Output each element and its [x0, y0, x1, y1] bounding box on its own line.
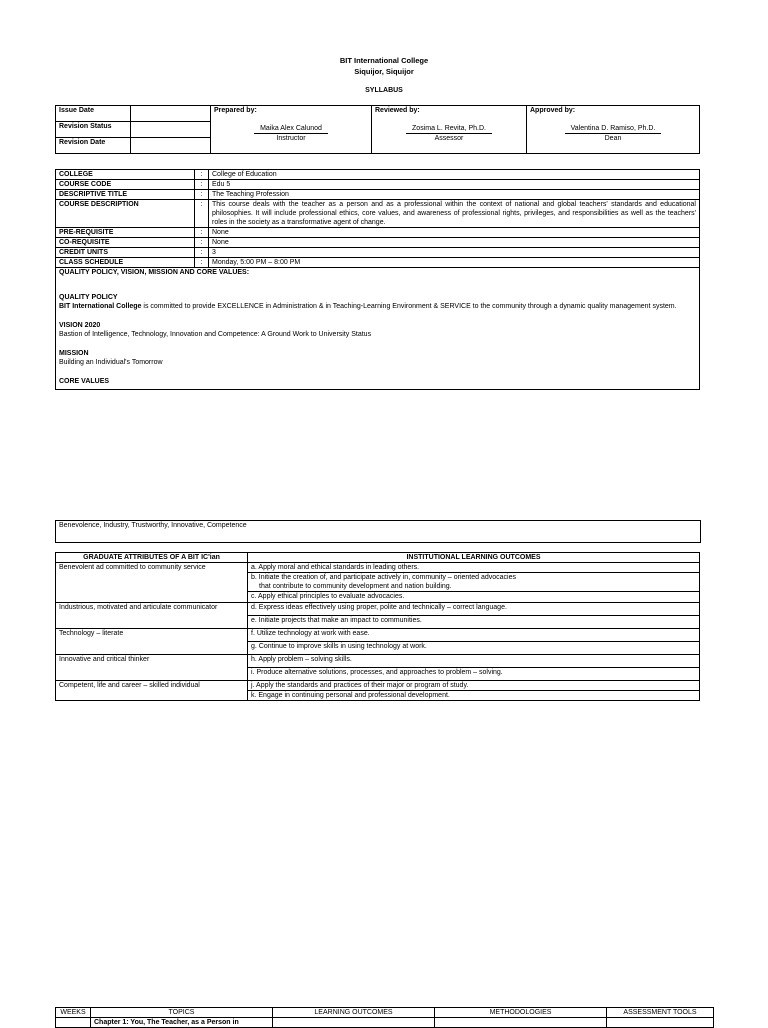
prepared-by-cell — [211, 106, 372, 154]
course-sep: : — [195, 238, 209, 248]
mission-title: MISSION — [59, 350, 89, 357]
prepared-by-role: Instructor — [276, 135, 306, 142]
qp-heading: QUALITY POLICY, VISION, MISSION AND CORE VALUES: — [59, 269, 250, 276]
reviewed-by-role: Assessor — [434, 135, 464, 142]
institution-name: BIT International College — [339, 56, 429, 65]
issue-date-value — [131, 106, 211, 122]
learning-outcomes-header: LEARNING OUTCOMES — [273, 1008, 435, 1018]
outcome-item: k. Engage in continuing personal and professional development. — [248, 691, 700, 701]
graduate-attribute: Benevolent ad committed to community service — [56, 563, 248, 603]
methodologies-header: METHODOLOGIES — [435, 1008, 607, 1018]
course-sep: : — [195, 170, 209, 180]
weeks-header: WEEKS — [56, 1008, 91, 1018]
revision-status-label: Revision Status — [56, 122, 131, 138]
weekly-plan-table — [55, 1007, 714, 1028]
course-value: The Teaching Profession — [209, 190, 700, 200]
course-sep: : — [195, 180, 209, 190]
graduate-attribute: Industrious, motivated and articulate communicator — [56, 603, 248, 629]
course-value: Monday, 5:00 PM – 8:00 PM — [209, 258, 700, 268]
outcome-item — [248, 573, 700, 592]
prepared-by-name: Maika Alex Calunod — [254, 124, 328, 134]
outcome-item: d. Express ideas effectively using proper, polite and technically – correct language. — [248, 603, 700, 616]
issue-signature-table — [55, 105, 700, 154]
prepared-by-label: Prepared by: — [214, 107, 257, 114]
vision-title: VISION 2020 — [59, 322, 101, 329]
revision-status-value — [131, 122, 211, 138]
course-value: College of Education — [209, 170, 700, 180]
outcome-item: h. Apply problem – solving skills. — [248, 655, 700, 668]
quality-policy-text — [59, 302, 696, 311]
course-label: CO-REQUISITE — [59, 239, 110, 246]
course-label: COURSE CODE — [59, 181, 112, 188]
core-values-title: CORE VALUES — [59, 378, 110, 385]
approved-by-name: Valentina D. Ramiso, Ph.D. — [565, 124, 662, 134]
outcome-item: i. Produce alternative solutions, processes, and approaches to problem – solving. — [248, 668, 700, 681]
attributes-header: GRADUATE ATTRIBUTES OF A BIT IC'ian — [56, 553, 248, 563]
outcome-item: j. Apply the standards and practices of their major or program of study. — [248, 681, 700, 691]
course-value: Edu 5 — [209, 180, 700, 190]
assessment-tools-header: ASSESSMENT TOOLS — [607, 1008, 714, 1018]
outcome-item: f. Utilize technology at work with ease. — [248, 629, 700, 642]
outcome-item: g. Continue to improve skills in using technology at work. — [248, 642, 700, 655]
qp-statement: is committed to provide EXCELLENCE in Administration & in Teaching-Learning Environment & SERVICE to the community through a dynamic quality management system. — [141, 303, 677, 310]
institutional-outcomes-table — [55, 552, 700, 701]
outcome-item: c. Apply ethical principles to evaluate advocacies. — [248, 592, 700, 603]
course-label: DESCRIPTIVE TITLE — [59, 191, 128, 198]
outcome-b-line1: b. Initiate the creation of, and participate actively in, community – oriented advocacies — [251, 574, 516, 581]
approved-by-cell — [527, 106, 700, 154]
course-sep: : — [195, 248, 209, 258]
assessment-cell — [607, 1018, 714, 1028]
outcome-item: a. Apply moral and ethical standards in leading others. — [248, 563, 700, 573]
topic-cell: Chapter 1: You, The Teacher, as a Person in — [91, 1018, 273, 1028]
course-value: None — [209, 238, 700, 248]
course-label: COLLEGE — [59, 171, 93, 178]
course-info-table — [55, 169, 700, 390]
core-values-text: Benevolence, Industry, Trustworthy, Innovative, Competence — [59, 522, 247, 529]
quality-policy-title: QUALITY POLICY — [59, 294, 118, 301]
outcome-item: e. Initiate projects that make an impact to communities. — [248, 616, 700, 629]
course-label: CLASS SCHEDULE — [59, 259, 124, 266]
graduate-attribute: Competent, life and career – skilled individual — [56, 681, 248, 701]
approved-by-label: Approved by: — [530, 107, 576, 114]
graduate-attribute: Innovative and critical thinker — [56, 655, 248, 681]
quality-policy-section — [56, 268, 700, 390]
reviewed-by-label: Reviewed by: — [375, 107, 420, 114]
document-type: SYLLABUS — [365, 87, 403, 94]
revision-date-label: Revision Date — [56, 138, 131, 154]
approved-by-role: Dean — [604, 135, 622, 142]
course-value: None — [209, 228, 700, 238]
course-description: This course deals with the teacher as a person and as a professional within the context of national and global teachers' standards and educational philosophies. It will include professional ethics, core values, and awareness of professional rights, privileges, and responsibilities as well as the teachers' roles in the society as a transformative agent of change. — [209, 200, 700, 228]
reviewed-by-cell — [372, 106, 527, 154]
course-sep: : — [195, 258, 209, 268]
course-sep: : — [195, 190, 209, 200]
institution-location: Siquijor, Siquijor — [354, 67, 414, 76]
course-sep: : — [195, 200, 209, 228]
outcomes-header: INSTITUTIONAL LEARNING OUTCOMES — [248, 553, 700, 563]
reviewed-by-name: Zosima L. Revita, Ph.D. — [406, 124, 492, 134]
graduate-attribute: Technology – literate — [56, 629, 248, 655]
course-value: 3 — [209, 248, 700, 258]
issue-date-label: Issue Date — [56, 106, 131, 122]
mission-text: Building an Individual's Tomorrow — [59, 359, 163, 366]
methodology-cell — [435, 1018, 607, 1028]
outcome-b-line2: that contribute to community development and nation building. — [259, 583, 452, 590]
course-label: CREDIT UNITS — [59, 249, 108, 256]
vision-text: Bastion of Intelligence, Technology, Innovation and Competence: A Ground Work to University Status — [59, 331, 372, 338]
topics-header: TOPICS — [91, 1008, 273, 1018]
outcome-cell — [273, 1018, 435, 1028]
course-sep: : — [195, 228, 209, 238]
course-label: PRE-REQUISITE — [59, 229, 114, 236]
week-cell — [56, 1018, 91, 1028]
course-label: COURSE DESCRIPTION — [59, 201, 139, 208]
qp-college-name: BIT International College — [59, 303, 142, 310]
revision-date-value — [131, 138, 211, 154]
core-values-box — [55, 520, 701, 543]
